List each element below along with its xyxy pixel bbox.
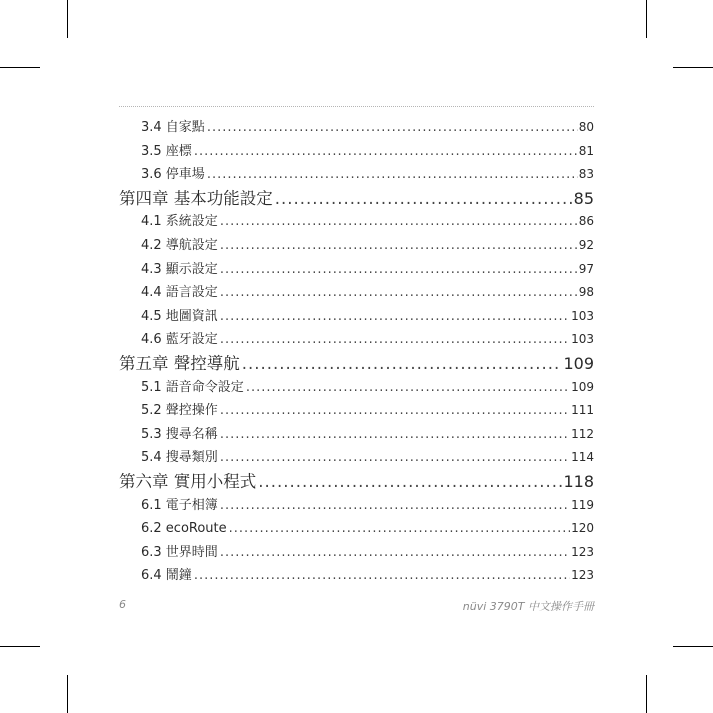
toc-entry-page-number: 103: [571, 332, 594, 347]
toc-section-entry: [119, 116, 594, 140]
toc-entry-title: 4.5 地圖資訊: [141, 308, 218, 324]
dot-leader: [220, 541, 570, 565]
top-dotted-rule: [119, 106, 594, 107]
crop-mark-top-right-horizontal: [673, 67, 713, 68]
toc-entry-page-number: 80: [578, 120, 594, 134]
toc-section-entry: [119, 541, 594, 565]
toc-entry-page-number: 119: [571, 497, 594, 512]
page-number: 6: [119, 598, 126, 611]
toc-section-entry: [119, 376, 594, 400]
table-of-contents: [119, 116, 594, 588]
toc-entry-page-number: 120: [571, 521, 594, 536]
toc-chapter-entry: [119, 187, 594, 211]
toc-entry-title: 4.4 語言設定: [141, 285, 218, 301]
dot-leader: [220, 328, 570, 352]
crop-mark-top-left-vertical: [67, 0, 68, 38]
toc-entry-page-number: 97: [578, 261, 594, 276]
toc-chapter-entry: [119, 352, 594, 376]
toc-entry-title: 第五章 聲控導航: [119, 353, 240, 373]
toc-entry-page-number: 109: [571, 379, 594, 394]
toc-section-entry: [119, 328, 594, 352]
toc-section-entry: [119, 305, 594, 329]
toc-section-entry: [119, 281, 594, 305]
toc-entry-title: 3.6 停車場: [141, 167, 205, 183]
toc-section-entry: [119, 163, 594, 187]
dot-leader: [220, 305, 570, 329]
toc-entry-title: 4.2 導航設定: [141, 237, 218, 253]
dot-leader: [220, 494, 570, 518]
toc-entry-page-number: 92: [578, 237, 594, 252]
dot-leader: [229, 517, 570, 541]
toc-entry-page-number: 111: [571, 403, 594, 418]
toc-section-entry: [119, 258, 594, 282]
toc-section-entry: [119, 234, 594, 258]
dot-leader: [275, 187, 573, 211]
dot-leader: [207, 163, 578, 187]
toc-entry-page-number: 123: [571, 544, 594, 559]
toc-entry-page-number: 85: [573, 188, 594, 208]
toc-entry-title: 3.4 自家點: [141, 120, 205, 135]
toc-section-entry: [119, 564, 594, 588]
toc-entry-page-number: 83: [578, 167, 594, 182]
crop-mark-top-left-horizontal: [0, 67, 40, 68]
toc-entry-page-number: 81: [578, 143, 594, 158]
dot-leader: [220, 258, 578, 282]
dot-leader: [220, 399, 570, 423]
crop-mark-top-right-vertical: [646, 0, 647, 38]
toc-entry-page-number: 112: [571, 426, 594, 441]
dot-leader: [220, 446, 570, 470]
toc-entry-page-number: 114: [571, 450, 594, 465]
toc-entry-page-number: 123: [571, 568, 594, 583]
toc-section-entry: [119, 140, 594, 164]
page-footer: [119, 598, 594, 614]
toc-section-entry: [119, 210, 594, 234]
dot-leader: [246, 376, 570, 400]
toc-entry-title: 4.3 顯示設定: [141, 261, 218, 277]
dot-leader: [220, 210, 578, 234]
dot-leader: [220, 234, 578, 258]
toc-entry-title: 5.2 聲控操作: [141, 403, 218, 419]
toc-entry-title: 4.6 藍牙設定: [141, 332, 218, 348]
toc-entry-title: 第六章 實用小程式: [119, 471, 257, 491]
toc-entry-page-number: 103: [571, 308, 594, 323]
crop-mark-bottom-right-horizontal: [673, 646, 713, 647]
toc-entry-title: 5.1 語音命令設定: [141, 379, 244, 395]
toc-entry-page-number: 109: [563, 353, 594, 373]
toc-section-entry: [119, 494, 594, 518]
dot-leader: [207, 116, 578, 140]
toc-entry-title: 5.3 搜尋名稱: [141, 426, 218, 442]
dot-leader: [194, 140, 578, 164]
toc-chapter-entry: [119, 470, 594, 494]
toc-section-entry: [119, 423, 594, 447]
toc-entry-title: 3.5 座標: [141, 143, 192, 159]
toc-section-entry: [119, 446, 594, 470]
dot-leader: [242, 352, 563, 376]
toc-section-entry: [119, 517, 594, 541]
crop-mark-bottom-left-vertical: [67, 675, 68, 713]
toc-entry-title: 6.3 世界時間: [141, 544, 218, 560]
toc-entry-title: 6.4 鬧鐘: [141, 568, 192, 584]
toc-entry-title: 6.2 ecoRoute: [141, 521, 227, 537]
dot-leader: [220, 423, 570, 447]
toc-entry-page-number: 118: [563, 471, 594, 491]
crop-mark-bottom-right-vertical: [646, 675, 647, 713]
manual-title: nüvi 3790T 中文操作手冊: [462, 600, 594, 613]
toc-entry-title: 4.1 系統設定: [141, 214, 218, 230]
toc-entry-page-number: 98: [578, 285, 594, 300]
crop-mark-bottom-left-horizontal: [0, 646, 40, 647]
toc-entry-title: 5.4 搜尋類別: [141, 450, 218, 466]
dot-leader: [258, 470, 562, 494]
toc-entry-title: 6.1 電子相簿: [141, 497, 218, 513]
dot-leader: [220, 281, 578, 305]
toc-entry-page-number: 86: [578, 214, 594, 229]
toc-entry-title: 第四章 基本功能設定: [119, 188, 273, 208]
toc-section-entry: [119, 399, 594, 423]
dot-leader: [194, 564, 570, 588]
